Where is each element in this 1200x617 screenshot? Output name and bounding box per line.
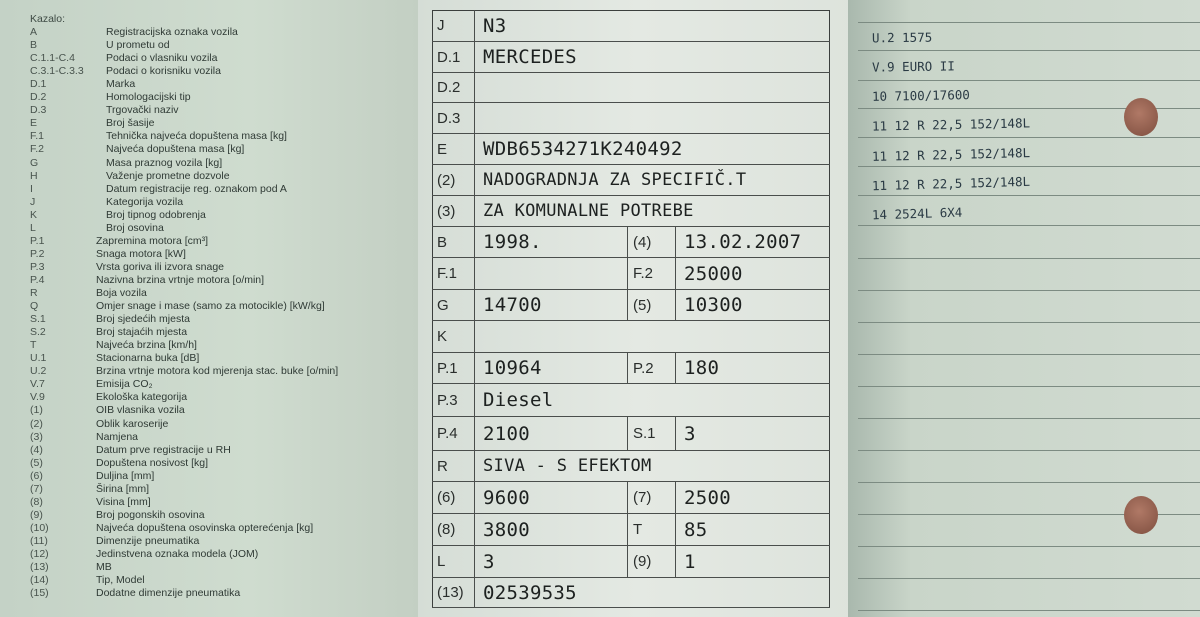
legend-code: E	[30, 117, 38, 130]
ruled-line	[858, 258, 1200, 259]
legend-description: Podaci o korisniku vozila	[106, 65, 221, 78]
legend-description: Datum prve registracije u RH	[96, 443, 231, 456]
field-label-t: T	[628, 514, 676, 546]
field-value-k	[475, 321, 830, 353]
field-value-e: WDB6534271K240492	[475, 134, 830, 165]
legend-description: Dodatne dimenzije pneumatika	[96, 587, 241, 600]
ruled-line	[858, 22, 1200, 23]
legend-description: Omjer snage i mase (samo za motocikle) [kW/kg]	[96, 300, 325, 313]
legend-description: Vrsta goriva ili izvora snage	[96, 260, 224, 273]
field-value-f2: 25000	[676, 258, 830, 290]
ruled-line	[858, 80, 1200, 81]
legend-code: F.1	[30, 130, 45, 143]
legend-code: D.3	[30, 104, 47, 117]
legend-description: Nazivna brzina vrtnje motora [o/min]	[96, 273, 265, 286]
additional-entry: V.9 EURO II	[871, 58, 955, 75]
field-label-r: R	[432, 451, 475, 482]
field-value-s1: 3	[676, 417, 830, 451]
field-label-g: G	[432, 290, 475, 321]
legend-description: Jedinstvena oznaka modela (JOM)	[96, 548, 259, 560]
field-label-f7: (7)	[628, 482, 676, 514]
legend-description: Najveća dopuštena masa [kg]	[106, 143, 245, 156]
legend-code: L	[30, 221, 36, 234]
legend-code: F.2	[30, 143, 45, 156]
legend-description: Broj osovina	[106, 221, 164, 234]
legend-description: Emisija CO₂	[96, 378, 153, 391]
ruled-line	[858, 50, 1200, 51]
legend-code: P.3	[30, 260, 45, 273]
legend-code: (9)	[30, 508, 43, 521]
additional-entry: 11 12 R 22,5 152/148L	[871, 173, 1031, 194]
ruled-line	[858, 195, 1200, 196]
field-label-e: E	[432, 134, 475, 165]
ruled-line	[858, 290, 1200, 291]
field-label-p2: P.2	[628, 353, 676, 384]
field-label-j: J	[432, 10, 475, 42]
field-value-f13: 02539535	[475, 578, 830, 608]
legend-description: Marka	[106, 78, 136, 91]
legend-description: Tip, Model	[96, 574, 145, 587]
legend-code: (8)	[30, 495, 43, 508]
field-label-f13: (13)	[432, 578, 475, 608]
field-value-f7: 2500	[676, 482, 830, 514]
legend-code: S.2	[30, 326, 46, 339]
field-label-f8: (8)	[432, 514, 475, 546]
legend-code: (12)	[30, 548, 49, 560]
field-label-p3: P.3	[432, 384, 475, 417]
legend-code: R	[30, 287, 38, 299]
legend-code: A	[30, 26, 38, 38]
field-value-f3: ZA KOMUNALNE POTREBE	[475, 196, 830, 227]
field-value-g: 14700	[475, 290, 628, 321]
ruled-line	[858, 450, 1200, 451]
legend-code: (2)	[30, 417, 43, 430]
legend-code: T	[30, 339, 37, 352]
ruled-line	[858, 322, 1200, 323]
legend-code: Q	[30, 300, 39, 313]
legend-description: Zapremina motora [cm³]	[96, 234, 209, 247]
field-label-k: K	[432, 321, 475, 353]
legend-description: Visina [mm]	[96, 495, 151, 508]
ruled-line	[858, 166, 1200, 167]
ruled-line	[858, 546, 1200, 547]
legend-title: Kazalo:	[30, 13, 66, 25]
legend-code: B	[30, 39, 38, 52]
legend-code: (11)	[30, 534, 48, 547]
legend-description: Važenje prometne dozvole	[106, 169, 230, 182]
ruled-line	[858, 354, 1200, 355]
legend-description: Brzina vrtnje motora kod mjerenja stac. buke [o/min]	[96, 365, 339, 378]
legend-description: Trgovački naziv	[106, 104, 179, 117]
legend-code: V.9	[30, 391, 45, 404]
legend-code: D.1	[30, 78, 47, 91]
legend-code: I	[30, 182, 33, 195]
field-label-f2: F.2	[628, 258, 676, 290]
field-value-f5: 10300	[676, 290, 830, 321]
legend-code: U.2	[30, 365, 47, 378]
field-label-d1: D.1	[432, 42, 475, 73]
field-label-f6: (6)	[432, 482, 475, 514]
punch-hole	[1124, 496, 1158, 534]
legend-description: Broj šasije	[106, 117, 155, 130]
legend-code: (5)	[30, 456, 43, 469]
field-value-f8: 3800	[475, 514, 628, 546]
legend-description: Stacionarna buka [dB]	[96, 352, 200, 365]
legend-description: Broj tipnog odobrenja	[106, 208, 206, 221]
legend-code: (7)	[30, 482, 43, 495]
field-label-s1: S.1	[628, 417, 676, 451]
legend-code: K	[30, 208, 38, 221]
field-value-f1	[475, 258, 628, 290]
field-value-f6: 9600	[475, 482, 628, 514]
legend-code: P.2	[30, 247, 45, 260]
additional-entry: 11 12 R 22,5 152/148L	[871, 115, 1031, 134]
legend-code: (10)	[30, 521, 49, 534]
legend-code: V.7	[30, 378, 45, 391]
field-value-b: 1998.	[475, 227, 628, 258]
field-label-p1: P.1	[432, 353, 475, 384]
field-value-t: 85	[676, 514, 830, 546]
legend-code: C.3.1-C.3.3	[30, 65, 84, 78]
legend-description: Dopuštena nosivost [kg]	[96, 456, 209, 469]
field-value-p4: 2100	[475, 417, 628, 451]
field-value-p1: 10964	[475, 353, 628, 384]
legend-description: OIB vlasnika vozila	[96, 404, 185, 417]
field-label-b: B	[432, 227, 475, 258]
field-label-f1: F.1	[432, 258, 475, 290]
field-value-r: SIVA - S EFEKTOM	[475, 451, 830, 482]
field-label-l: L	[432, 546, 475, 578]
legend-code: (4)	[30, 443, 43, 456]
legend-description: Broj sjedećih mjesta	[96, 313, 190, 326]
legend-code: S.1	[30, 313, 46, 326]
legend-description: Boja vozila	[96, 287, 147, 299]
legend-code: (1)	[30, 404, 43, 417]
legend-description: Homologacijski tip	[106, 91, 191, 104]
legend-code: D.2	[30, 91, 47, 104]
ruled-line	[858, 418, 1200, 419]
legend-code: J	[30, 195, 36, 208]
legend-description: Masa praznog vozila [kg]	[106, 156, 223, 169]
legend-code: (3)	[30, 430, 43, 443]
ruled-line	[858, 482, 1200, 483]
legend-code: P.4	[30, 273, 45, 286]
additional-entry: 10 7100/17600	[871, 87, 970, 104]
punch-hole	[1124, 98, 1158, 136]
legend-code: P.1	[30, 234, 45, 247]
additional-entry: 11 12 R 22,5 152/148L	[871, 145, 1031, 164]
legend-description: U prometu od	[106, 39, 170, 52]
field-label-d2: D.2	[432, 73, 475, 103]
legend-code: (14)	[30, 574, 49, 587]
field-label-f4: (4)	[628, 227, 676, 258]
field-value-p3: Diesel	[475, 384, 830, 417]
ruled-line	[858, 137, 1200, 138]
field-label-f9: (9)	[628, 546, 676, 578]
additional-entry: 14 2524L 6X4	[871, 204, 963, 223]
legend-description: Datum registracije reg. oznakom pod A	[106, 182, 287, 195]
legend-description: Broj stajaćih mjesta	[96, 326, 188, 339]
legend-description: Podaci o vlasniku vozila	[106, 52, 218, 65]
legend-description: Najveća brzina [km/h]	[96, 339, 197, 352]
legend-code: G	[30, 156, 39, 169]
field-value-d2	[475, 73, 830, 103]
legend-description: Najveća dopuštena osovinska opterećenja [kg]	[96, 521, 314, 534]
legend-description: Duljina [mm]	[96, 469, 155, 482]
legend-description: Snaga motora [kW]	[96, 247, 186, 260]
legend-description: Registracijska oznaka vozila	[106, 26, 238, 38]
field-value-j: N3	[475, 10, 830, 42]
legend-code: U.1	[30, 352, 47, 365]
legend-description: Kategorija vozila	[106, 195, 184, 208]
legend-description: Broj pogonskih osovina	[96, 508, 205, 521]
legend-description: Ekološka kategorija	[96, 391, 188, 404]
field-label-f2: (2)	[432, 165, 475, 196]
field-value-l: 3	[475, 546, 628, 578]
legend-description: Tehnička najveća dopuštena masa [kg]	[106, 130, 287, 143]
field-value-f9: 1	[676, 546, 830, 578]
legend-description: MB	[96, 561, 112, 574]
legend-code: (15)	[30, 587, 49, 600]
field-label-d3: D.3	[432, 103, 475, 134]
field-value-d3	[475, 103, 830, 134]
field-value-p2: 180	[676, 353, 830, 384]
legend-code: H	[30, 169, 38, 182]
field-label-p4: P.4	[432, 417, 475, 451]
legend-description: Širina [mm]	[96, 482, 150, 495]
ruled-line	[858, 610, 1200, 611]
field-label-f5: (5)	[628, 290, 676, 321]
ruled-line	[858, 578, 1200, 579]
field-label-f3: (3)	[432, 196, 475, 227]
legend-description: Oblik karoserije	[96, 417, 169, 430]
ruled-line	[858, 386, 1200, 387]
field-value-d1: MERCEDES	[475, 42, 830, 73]
legend-description: Dimenzije pneumatika	[96, 534, 200, 547]
field-value-f4: 13.02.2007	[676, 227, 830, 258]
additional-entry: U.2 1575	[871, 29, 933, 46]
legend-description: Namjena	[96, 430, 139, 443]
legend-code: (6)	[30, 469, 43, 482]
legend-code: (13)	[30, 561, 49, 574]
field-value-f2: NADOGRADNJA ZA SPECIFIČ.T	[475, 165, 830, 196]
ruled-line	[858, 225, 1200, 226]
legend-code: C.1.1-C.4	[30, 52, 75, 65]
